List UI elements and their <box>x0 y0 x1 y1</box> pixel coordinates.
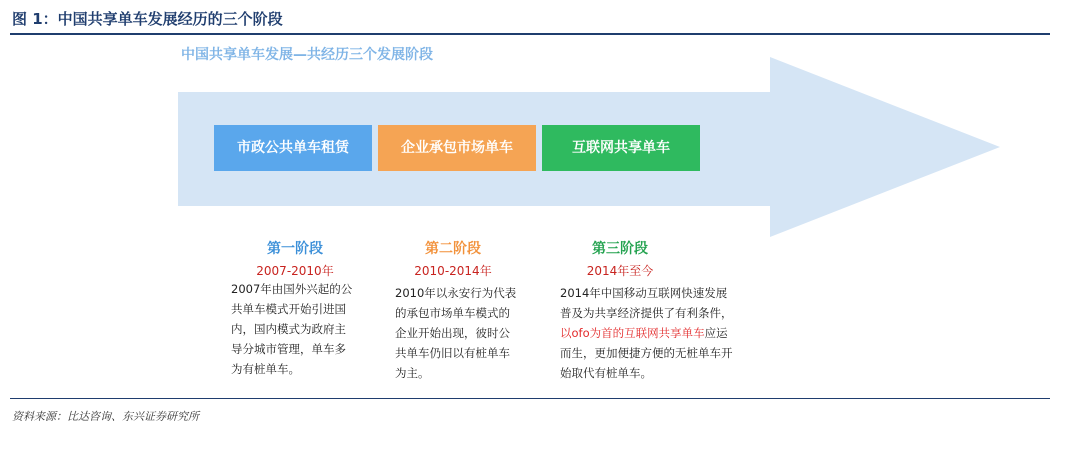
stage-3-period: 2014年至今 <box>586 264 654 278</box>
stage-1-period: 2007-2010年 <box>256 264 334 278</box>
phase-box-enterprise: 企业承包市场单车 <box>378 125 536 171</box>
phase-box-municipal: 市政公共单车租赁 <box>214 125 372 171</box>
stage-2-description <box>395 283 516 383</box>
stage-3-highlight: 以ofo为首的互联网共享单车 <box>560 326 705 340</box>
stage-1-line: 内，国内模式为政府主 <box>231 322 346 336</box>
stage-3-line: 普及为共享经济提供了有利条件， <box>560 306 733 320</box>
stage-2-line: 企业开始出现，彼时公 <box>395 326 510 340</box>
stage-1-line: 为有桩单车。 <box>231 362 300 376</box>
stage-2-line: 2010年以永安行为代表 <box>395 286 517 300</box>
stage-1-line: 导分城市管理，单车多 <box>231 342 346 356</box>
stage-1-line: 共单车模式开始引进国 <box>231 302 346 316</box>
stage-3-line: 2014年中国移动互联网快速发展 <box>560 286 728 300</box>
bottom-divider <box>10 398 1050 399</box>
stage-1-title: 第一阶段 <box>267 241 323 257</box>
stage-2-line: 为主。 <box>395 366 430 380</box>
stage-3-title: 第三阶段 <box>592 241 648 257</box>
stage-2-line: 的承包市场单车模式的 <box>395 306 510 320</box>
stage-2-line: 共单车仍旧以有桩单车 <box>395 346 510 360</box>
diagram-subtitle: 中国共享单车发展—共经历三个发展阶段 <box>181 47 433 63</box>
stage-2-title: 第二阶段 <box>425 241 481 257</box>
stage-3-line-rest: 应运 <box>704 326 728 340</box>
stage-3-description <box>560 283 733 383</box>
stage-2-period: 2010-2014年 <box>414 264 492 278</box>
stage-1-description <box>231 279 352 379</box>
phase-box-internet: 互联网共享单车 <box>542 125 700 171</box>
stage-3-line <box>560 323 733 343</box>
figure-title: 图 1：中国共享单车发展经历的三个阶段 <box>12 10 283 28</box>
stage-3-line: 始取代有桩单车。 <box>560 366 652 380</box>
stage-3-line: 而生，更加便捷方便的无桩单车开 <box>560 346 733 360</box>
source-note: 资料来源：比达咨询、东兴证券研究所 <box>12 410 199 423</box>
stage-1-line: 2007年由国外兴起的公 <box>231 282 353 296</box>
